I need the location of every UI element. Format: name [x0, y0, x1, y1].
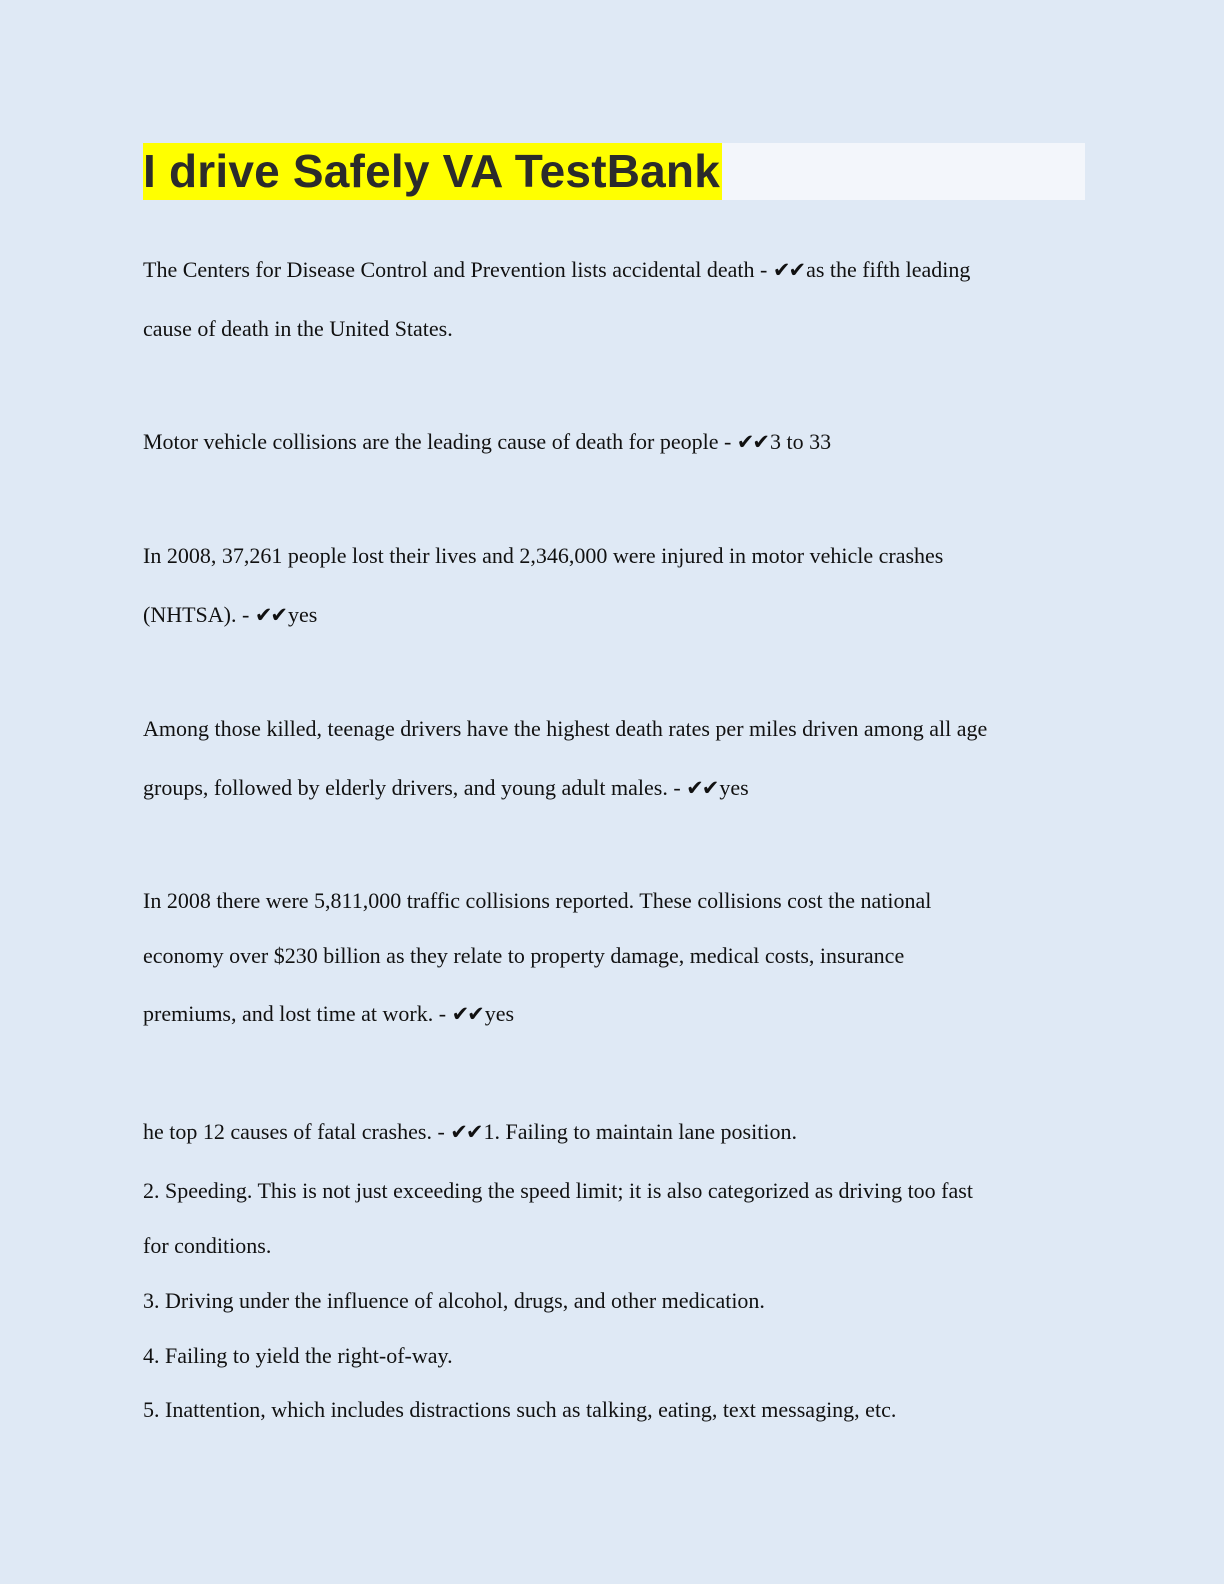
double-check-icon: ✔✔	[450, 1120, 482, 1144]
q5-line-1: In 2008 there were 5,811,000 traffic collisions reported. These collisions cost the national	[143, 888, 932, 913]
q1-answer: as the fifth leading	[806, 257, 971, 282]
q6-item-2-line-2: for conditions.	[143, 1233, 272, 1258]
q4-line-1: Among those killed, teenage drivers have the highest death rates per miles driven among all age	[143, 716, 988, 741]
q2-line-1	[143, 429, 831, 455]
q2-question: Motor vehicle collisions are the leading cause of death for people -	[143, 429, 737, 454]
q5-question-end: premiums, and lost time at work. -	[143, 1001, 452, 1026]
q6-question: he top 12 causes of fatal crashes. -	[143, 1119, 451, 1144]
double-check-icon: ✔✔	[451, 1002, 483, 1026]
q5-line-2: economy over $230 billion as they relate to property damage, medical costs, insurance	[143, 943, 905, 968]
q5-answer: yes	[484, 1001, 515, 1026]
q5-line-3	[143, 1001, 514, 1027]
q4-question-end: groups, followed by elderly drivers, and young adult males. -	[143, 775, 687, 800]
q6-item-3: 3. Driving under the influence of alcohol, drugs, and other medication.	[143, 1288, 765, 1313]
q6-item-2-line-1: 2. Speeding. This is not just exceeding the speed limit; it is also categorized as driving too fast	[143, 1178, 973, 1203]
q3-line-2	[143, 602, 317, 628]
double-check-icon: ✔✔	[254, 603, 287, 627]
double-check-icon: ✔✔	[686, 776, 718, 800]
double-check-icon: ✔✔	[772, 258, 805, 282]
q6-answer-item-1: 1. Failing to maintain lane position.	[483, 1119, 797, 1144]
q4-line-2	[143, 775, 749, 801]
q2-answer: 3 to 33	[770, 429, 832, 454]
q6-item-4: 4. Failing to yield the right-of-way.	[143, 1343, 453, 1368]
page-title: I drive Safely VA TestBank	[143, 143, 722, 200]
q3-line-1: In 2008, 37,261 people lost their lives and 2,346,000 were injured in motor vehicle crashes	[143, 543, 944, 568]
q6-item-5: 5. Inattention, which includes distractions such as talking, eating, text messaging, etc.	[143, 1397, 897, 1422]
q1-question: The Centers for Disease Control and Prevention lists accidental death -	[143, 257, 773, 282]
q3-question-end: (NHTSA). -	[143, 602, 255, 627]
q4-answer: yes	[719, 775, 749, 800]
q1-line-2: cause of death in the United States.	[143, 316, 453, 341]
double-check-icon: ✔✔	[736, 430, 768, 454]
q3-answer: yes	[288, 602, 318, 627]
q6-line-1	[143, 1119, 797, 1145]
q1-line-1	[143, 257, 970, 283]
